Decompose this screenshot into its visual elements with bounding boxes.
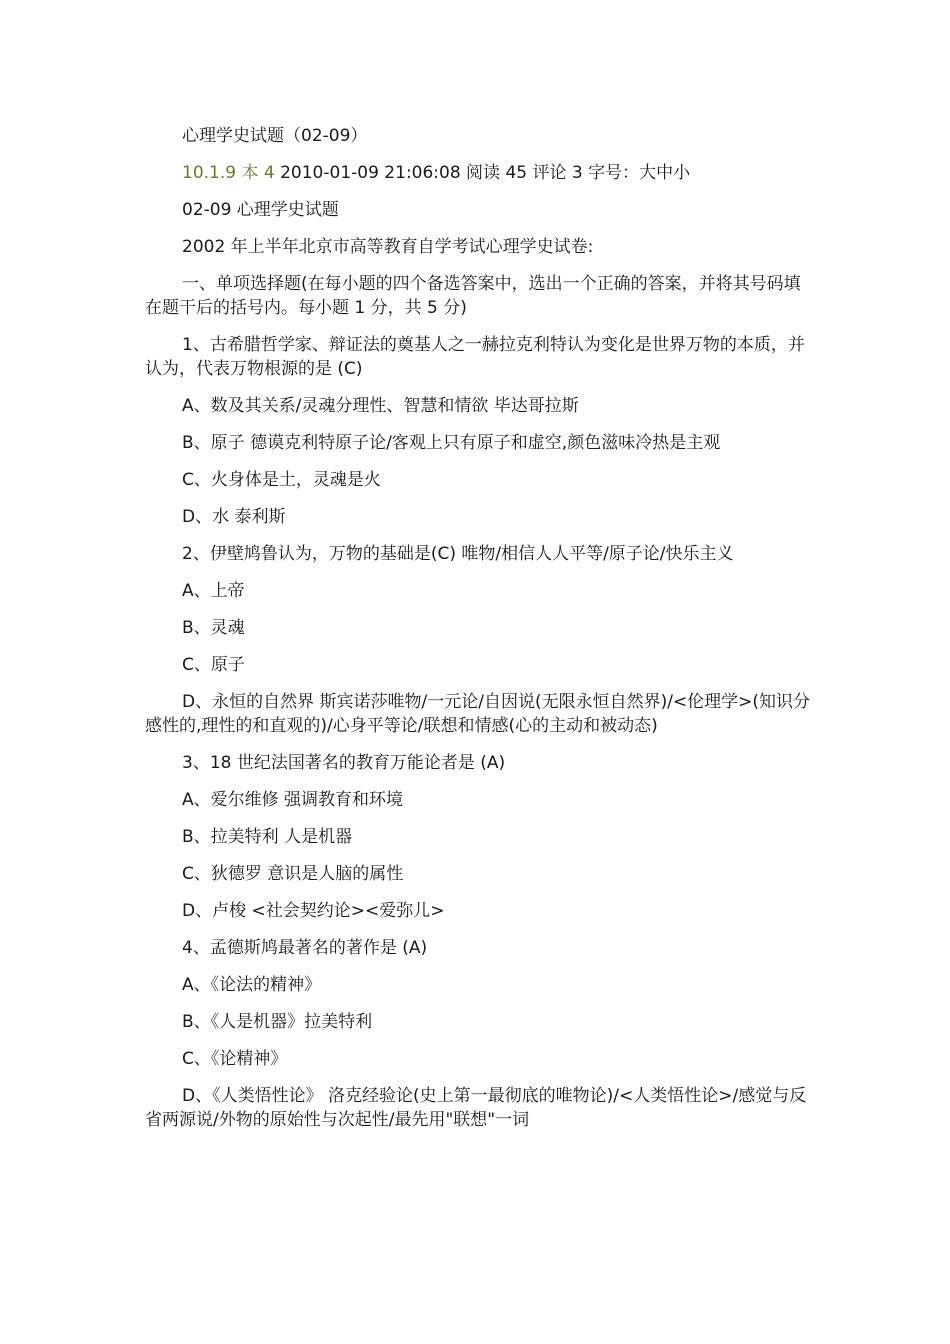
doc-subtitle: 02-09 心理学史试题 <box>182 200 339 220</box>
question-2-option-d: D、永恒的自然界 斯宾诺莎唯物/一元论/自因说(无限永恒自然界)/<伦理学>(知识分感性的,理性的和直观的)/心身平等论/联想和情感(心的主动和被动态) <box>145 692 811 736</box>
question-2-option-c: C、原子 <box>182 655 245 675</box>
question-3-stem: 3、18 世纪法国著名的教育万能论者是 (A) <box>182 753 506 773</box>
author-link[interactable]: 10.1.9 本 4 <box>182 163 275 183</box>
post-meta-info: 2010-01-09 21:06:08 阅读 45 评论 3 字号：大中小 <box>274 163 691 183</box>
question-2-stem: 2、伊壁鸠鲁认为，万物的基础是(C) 唯物/相信人人平等/原子论/快乐主义 <box>182 544 734 564</box>
question-2-option-b: B、灵魂 <box>182 618 245 638</box>
question-3-option-d: D、卢梭 <社会契约论><爱弥儿> <box>182 901 445 921</box>
question-4-option-d: D、《人类悟性论》 洛克经验论(史上第一最彻底的唯物论)/<人类悟性论>/感觉与反省两源说/外物的原始性与次起性/最先用"联想"一词 <box>145 1086 807 1130</box>
question-2-option-a: A、上帝 <box>182 581 245 601</box>
question-1-option-c: C、火身体是土，灵魂是火 <box>182 470 381 490</box>
question-1-option-b: B、原子 德谟克利特原子论/客观上只有原子和虚空,颜色滋味冷热是主观 <box>182 433 721 453</box>
doc-title: 心理学史试题（02-09） <box>182 126 368 146</box>
question-1-option-a: A、数及其关系/灵魂分理性、智慧和情欲 毕达哥拉斯 <box>182 396 579 416</box>
question-3-option-a: A、爱尔维修 强调教育和环境 <box>182 790 404 810</box>
section-heading: 一、单项选择题(在每小题的四个备选答案中，选出一个正确的答案，并将其号码填在题干后的括号内。每小题 1 分，共 5 分) <box>145 274 801 318</box>
question-4-stem: 4、孟德斯鸠最著名的著作是 (A) <box>182 938 428 958</box>
question-4-option-b: B、《人是机器》拉美特利 <box>182 1012 373 1032</box>
post-meta <box>145 161 815 185</box>
question-4-option-a: A、《论法的精神》 <box>182 975 322 995</box>
document-body <box>145 124 815 1132</box>
question-1-option-d: D、水 泰利斯 <box>182 507 286 527</box>
question-3-option-b: B、拉美特利 人是机器 <box>182 827 353 847</box>
exam-intro: 2002 年上半年北京市高等教育自学考试心理学史试卷: <box>182 237 594 257</box>
question-4-option-c: C、《论精神》 <box>182 1049 288 1069</box>
question-3-option-c: C、狄德罗 意识是人脑的属性 <box>182 864 404 884</box>
question-1-stem: 1、古希腊哲学家、辩证法的奠基人之一赫拉克利特认为变化是世界万物的本质，并认为，代表万物根源的是 (C) <box>145 335 805 379</box>
